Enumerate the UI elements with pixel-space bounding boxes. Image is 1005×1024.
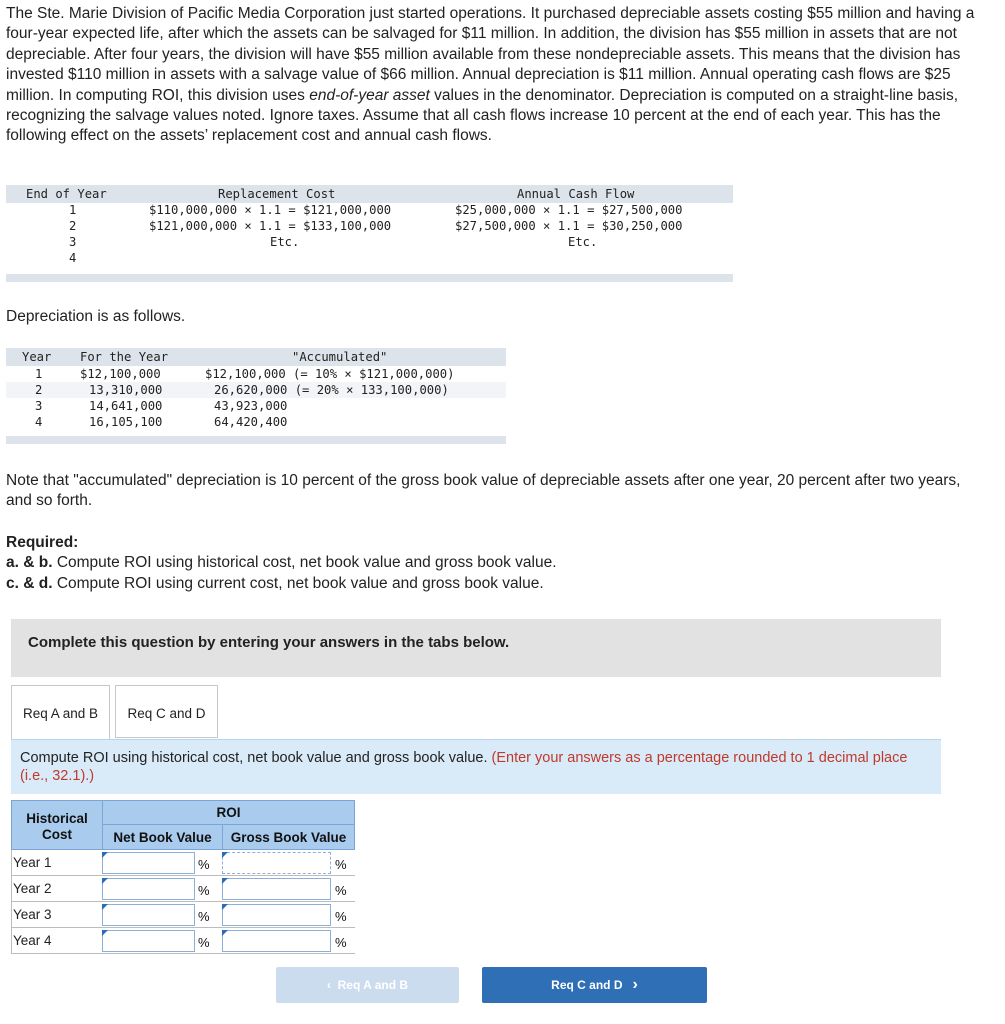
banner-text: Complete this question by entering your answers in the tabs below. — [28, 634, 510, 651]
next-tab-button[interactable] — [482, 967, 707, 1003]
row-label-year-1: Year 1 — [11, 850, 102, 876]
accumulated-cell: $12,100,000 (= 10% × $121,000,000) — [205, 367, 455, 381]
replacement-cost-table — [6, 185, 733, 282]
year-cell: 3 — [35, 399, 43, 413]
intro-emphasis: end-of-year asset — [309, 86, 430, 104]
net-book-value-input-year-1[interactable] — [102, 852, 195, 874]
accumulated-cell: 43,923,000 — [214, 399, 288, 413]
tab-req-a-and-b[interactable]: Req A and B — [11, 685, 110, 740]
replacement-cost-cell: Etc. — [270, 235, 300, 249]
gross-book-value-input-year-4[interactable] — [222, 930, 331, 952]
row-divider — [102, 927, 355, 928]
year-cell: 3 — [69, 235, 77, 249]
accumulated-cell: 26,620,000 (= 20% × 133,100,000) — [214, 383, 449, 397]
net-book-value-input-year-3[interactable] — [102, 904, 195, 926]
year-cell: 4 — [35, 415, 43, 429]
for-year-cell: 14,641,000 — [89, 399, 163, 413]
percent-sign: % — [335, 883, 347, 898]
for-year-cell: 13,310,000 — [89, 383, 163, 397]
net-book-value-input-year-2[interactable] — [102, 878, 195, 900]
year-cell: 2 — [69, 219, 77, 233]
problem-intro — [6, 4, 996, 147]
roi-answer-table — [11, 800, 355, 956]
req-cd-text: Compute ROI using current cost, net book value and gross book value. — [52, 574, 544, 592]
intro-part1: The Ste. Marie Division of Pacific Media Corporation just started operations. It purchased depreciable assets costing $55 million and having a four-year expected life, after which the assets can be salvaged for $11 million. In addition, the division has $55 million in assets that are not depreciable. After four years, the division will have $55 million available from these nondepreciable assets. This means that the division has invested $110 million in assets with a salvage value of $66 million. Annual depreciation is $11 million. Annual operating cash flows are $25 million. In computing ROI, this division uses — [6, 5, 975, 104]
req-ab-label: a. & b. — [6, 554, 53, 572]
req-cd-label: c. & d. — [6, 574, 53, 592]
row-label-year-2: Year 2 — [11, 876, 102, 902]
year-cell: 1 — [69, 203, 77, 217]
intro-part2: values in the denominator. Depreciation is computed on a straight-line basis, recognizing the salvage values noted. Ignore taxes. Assume that all cash flows increase 10 percent at the end of each year. This has the following effect on the assets’ replacement cost and annual cash flows. — [6, 86, 959, 145]
replacement-cost-cell: $121,000,000 × 1.1 = $133,100,000 — [149, 219, 392, 233]
chevron-left-icon: ‹ — [326, 978, 331, 992]
gross-book-value-input-year-2[interactable] — [222, 878, 331, 900]
prev-tab-button[interactable] — [276, 967, 459, 1003]
row-divider — [102, 953, 355, 954]
percent-sign: % — [335, 909, 347, 924]
replacement-cost-cell: $110,000,000 × 1.1 = $121,000,000 — [149, 203, 392, 217]
instruction-text: Compute ROI using historical cost, net book value and gross book value. — [20, 750, 488, 766]
row-divider — [102, 901, 355, 902]
required-title: Required: — [6, 534, 79, 551]
cash-flow-cell: Etc. — [568, 235, 598, 249]
gross-book-value-input-year-3[interactable] — [222, 904, 331, 926]
required-section — [6, 533, 557, 594]
accumulated-cell: 64,420,400 — [214, 415, 288, 429]
depreciation-label: Depreciation is as follows. — [6, 308, 186, 325]
for-year-cell: $12,100,000 — [80, 367, 161, 381]
row-label-year-4: Year 4 — [11, 928, 102, 954]
for-year-cell: 16,105,100 — [89, 415, 163, 429]
year-cell: 2 — [35, 383, 43, 397]
prev-button-label: Req A and B — [337, 978, 409, 992]
tab-req-c-and-d[interactable]: Req C and D — [115, 685, 218, 738]
corner-header: Historical Cost — [11, 800, 103, 850]
percent-sign: % — [198, 883, 210, 898]
instruction-hint: (Enter your answers as a percentage rounded to 1 decimal place (i.e., 32.1).) — [20, 750, 908, 784]
cash-flow-cell: $25,000,000 × 1.1 = $27,500,000 — [455, 203, 683, 217]
cash-flow-cell: $27,500,000 × 1.1 = $30,250,000 — [455, 219, 683, 233]
row-label-year-3: Year 3 — [11, 902, 102, 928]
depreciation-table — [6, 348, 506, 444]
header-year: Year — [22, 350, 52, 364]
req-ab-text: Compute ROI using historical cost, net book value and gross book value. — [52, 554, 557, 572]
header-for-the-year: For the Year — [80, 350, 169, 364]
note-text: Note that "accumulated" depreciation is 10 percent of the gross book value of depreciable assets after one year, 20 percent after two years, and so forth. — [6, 472, 961, 510]
tab-instruction — [11, 739, 941, 794]
chevron-right-icon: › — [632, 976, 638, 993]
percent-sign: % — [335, 935, 347, 950]
gross-book-value-input-year-1[interactable] — [222, 852, 331, 874]
header-end-of-year: End of Year — [26, 187, 107, 201]
row-divider — [102, 875, 355, 876]
net-book-value-input-year-4[interactable] — [102, 930, 195, 952]
instructions-banner — [11, 619, 941, 677]
column-net-book-value: Net Book Value — [102, 824, 223, 850]
year-cell: 1 — [35, 367, 43, 381]
percent-sign: % — [198, 935, 210, 950]
table-footer-band — [6, 436, 506, 444]
year-cell: 4 — [69, 251, 77, 265]
column-gross-book-value: Gross Book Value — [222, 824, 355, 850]
header-replacement-cost: Replacement Cost — [218, 187, 336, 201]
percent-sign: % — [198, 857, 210, 872]
next-button-label: Req C and D — [551, 978, 623, 992]
percent-sign: % — [335, 857, 347, 872]
percent-sign: % — [198, 909, 210, 924]
header-accumulated: "Accumulated" — [292, 350, 388, 364]
table-footer-band — [6, 274, 733, 282]
roi-group-header: ROI — [102, 800, 355, 825]
header-annual-cash-flow: Annual Cash Flow — [517, 187, 635, 201]
